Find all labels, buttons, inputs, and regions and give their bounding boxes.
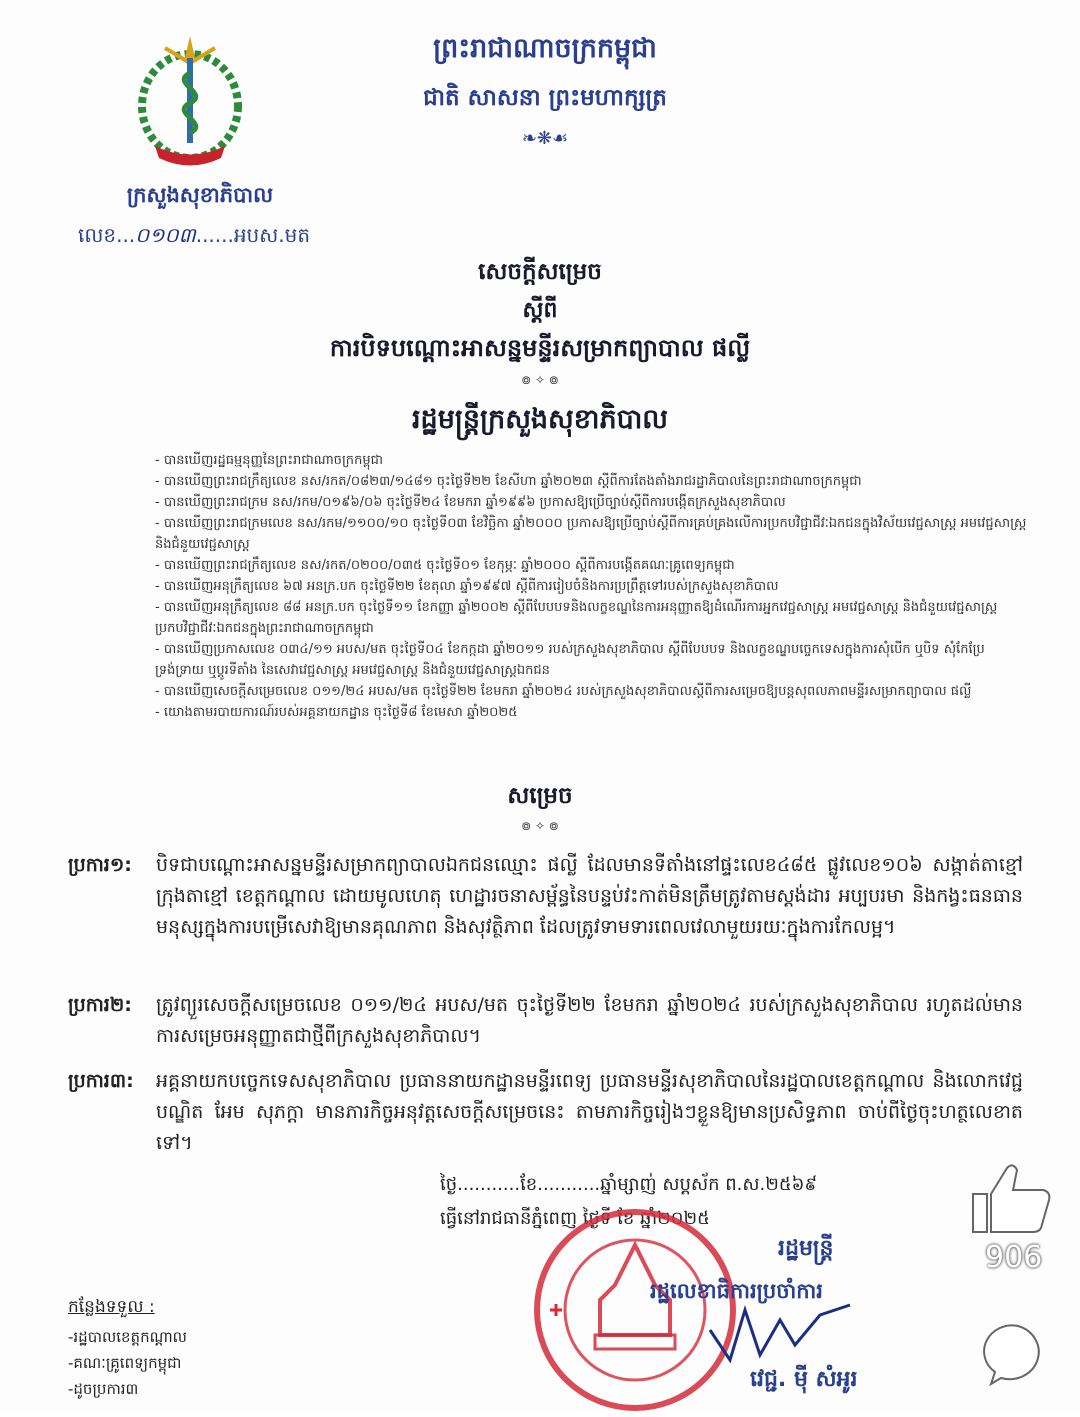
title-ornament: ៙ ✧ ៙ xyxy=(521,373,559,387)
article-text: បិទជាបណ្តោះអាសន្នមន្ទីរសម្រាកព្យាបាលឯកជនឈ្មោះ ផល្លី ដែលមានទីតាំងនៅផ្ទះលេខ៤៨៥ ផ្លូវលេខ១០៦ សង្កាត់តាខ្មៅ ក្រុងតាខ្មៅ ខេត្តកណ្តាល ដោយមូលហេតុ ហេដ្ឋារចនាសម្ព័ន្ធនៃបន្ទប់វះកាត់មិនត្រឹមត្រូវតាមស្តង់ដារ អប្បបរមា និងកង្វះធនធានមនុស្សក្នុងការបម្រើសេវាឱ្យមានគុណភាព និងសុវត្ថិភាព ដែលត្រូវទាមទារពេលវេលាមួយរយៈក្នុងការកែលម្អ។ xyxy=(156,854,1023,938)
whereas-item: - បានឃើញរដ្ឋធម្មនុញ្ញនៃព្រះរាជាណាចក្រកម្ពុជា xyxy=(155,453,383,468)
decision-subject: ការបិទបណ្តោះអាសន្នមន្ទីរសម្រាកព្យាបាល ផល្លី xyxy=(329,333,751,362)
secretary-label: រដ្ឋលេខាធិការប្រចាំការ xyxy=(650,1279,823,1303)
ministry-emblem-icon xyxy=(125,28,255,178)
minister-label: រដ្ឋមន្ត្រី xyxy=(778,1236,834,1261)
recipient-item: -ដូចប្រការ៣ xyxy=(68,1380,139,1398)
comment-icon[interactable] xyxy=(983,1320,1053,1390)
whereas-item: - បានឃើញព្រះរាជក្រមលេខ នស/រកម/១១០០/១០ ចុះថ្ងៃទី០៣ ខែវិច្ឆិកា ឆ្នាំ២០០០ ប្រកាសឱ្យប្រើច្បាប់ស្តីពីការគ្រប់គ្រងលើការប្រកបវិជ្ជាជីវៈឯកជនក្នុងវិស័យវេជ្ជសាស្ត្រ អមវេជ្ជសាស្ត្រ និងជំនួយវេជ្ជសាស្ត្រ xyxy=(155,516,1027,552)
reference-number: លេខ...០១០៣......អបស.មត xyxy=(78,223,311,247)
like-count: 906 xyxy=(985,1240,1043,1275)
whereas-item: - យោងតាមរបាយការណ៍របស់អគ្គនាយកដ្ឋាន ចុះថ្ងៃទី៨ ខែមេសា ឆ្នាំ២០២៥ xyxy=(155,705,518,720)
recipients-list xyxy=(68,1324,187,1402)
whereas-item: - បានឃើញព្រះរាជក្រម នស/រកម/០១៩៦/០៦ ចុះថ្ងៃទី២៤ ខែមករា ឆ្នាំ១៩៩៦ ប្រកាសឱ្យប្រើច្បាប់ស្តីពីការបង្កើតក្រសួងសុខាភិបាល xyxy=(155,495,786,510)
article-3 xyxy=(68,1066,1023,1159)
recipient-item: -គណៈគ្រូពេទ្យកម្ពុជា xyxy=(68,1354,182,1372)
whereas-item: - បានឃើញសេចក្តីសម្រេចលេខ ០១១/២៤ អបស/មត ចុះថ្ងៃទី២២ ខែមករា ឆ្នាំ២០២៤ របស់ក្រសួងសុខាភិបាលស្តីពីការសម្រេចឱ្យបន្តសុពលភាពមន្ទីរសម្រាកព្យាបាល ផល្លី xyxy=(155,684,972,699)
place-date-line: ធ្វើនៅរាជធានីភ្នំពេញ ថ្ងៃទី ខែ ឆ្នាំ២០២៥ xyxy=(440,1208,710,1229)
article-label: ប្រការ២: xyxy=(68,994,132,1016)
article-label: ប្រការ១: xyxy=(68,854,132,876)
article-label: ប្រការ៣: xyxy=(68,1070,134,1092)
article-1 xyxy=(68,850,1023,943)
national-motto: ជាតិ សាសនា ព្រះមហាក្សត្រ xyxy=(423,84,667,111)
whereas-item: - បានឃើញអនុក្រឹត្យលេខ ៨៨ អនក្រ.បក ចុះថ្ងៃទី១១ ខែកញ្ញា ឆ្នាំ២០០២ ស្តីពីបែបបទនិងលក្ខខណ្ឌនៃការអនុញ្ញាតឱ្យដំណើរការអ្នកវេជ្ជសាស្ត្រ អមវេជ្ជសាស្ត្រ និងជំនួយវេជ្ជសាស្ត្រ ប្រកបវិជ្ជាជីវៈឯកជនក្នុងព្រះរាជាណាចក្រកម្ពុជា xyxy=(155,600,998,636)
recipients-title: កន្លែងទទួល : xyxy=(68,1297,155,1317)
recipient-item: -រដ្ឋបាលខេត្តកណ្តាល xyxy=(68,1328,187,1346)
article-text: ត្រូវព្យួរសេចក្តីសម្រេចលេខ ០១១/២៤ អបស/មត ចុះថ្ងៃទី២២ ខែមករា ឆ្នាំ២០២៤ របស់ក្រសួងសុខាភិបាល រហូតដល់មានការសម្រេចអនុញ្ញាតជាថ្មីពីក្រសួងសុខាភិបាល។ xyxy=(156,994,1023,1047)
whereas-item: - បានឃើញអនុក្រឹត្យលេខ ៦៧ អនក្រ.បក ចុះថ្ងៃទី២២ ខែតុលា ឆ្នាំ១៩៩៧ ស្តីពីការរៀបចំនិងការប្រព្រឹត្តទៅរបស់ក្រសួងសុខាភិបាល xyxy=(155,579,779,594)
whereas-item: - បានឃើញព្រះរាជក្រឹត្យលេខ នស/រកត/០៨២៣/១៤៨១ ចុះថ្ងៃទី២២ ខែសីហា ឆ្នាំ២០២៣ ស្តីពីការតែងតាំងរាជរដ្ឋាភិបាលនៃព្រះរាជាណាចក្រកម្ពុជា xyxy=(155,474,862,489)
decides-ornament: ៙ ✧ ៙ xyxy=(521,819,559,833)
header-ornament: ❧❋☙ xyxy=(521,128,569,149)
decision-title: សេចក្តីសម្រេច xyxy=(478,258,602,285)
article-text: អគ្គនាយកបច្ចេកទេសសុខាភិបាល ប្រធាននាយកដ្ឋានមន្ទីរពេទ្យ ប្រធានមន្ទីរសុខាភិបាលនៃរដ្ឋបាលខេត្តកណ្តាល និងលោកវេជ្ជបណ្ឌិត អែម សុភក្តា មានភារកិច្ចអនុវត្តសេចក្តីសម្រេចនេះ តាមភារកិច្ចរៀងៗខ្លួនឱ្យមានប្រសិទ្ធភាព ចាប់ពីថ្ងៃចុះហត្ថលេខាតទៅ។ xyxy=(156,1070,1023,1154)
authority-title: រដ្ឋមន្ត្រីក្រសួងសុខាភិបាល xyxy=(411,404,669,435)
thumbs-up-icon[interactable] xyxy=(965,1158,1055,1238)
kingdom-title: ព្រះរាជាណាចក្រកម្ពុជា xyxy=(433,33,657,64)
whereas-item: - បានឃើញប្រកាសលេខ ០៣៤/១១ អបស/មត ចុះថ្ងៃទី០៤ ខែកក្កដា ឆ្នាំ២០១១ របស់ក្រសួងសុខាភិបាល ស្តីពីបែបបទ និងលក្ខខណ្ឌបច្ចេកទេសក្នុងការសុំបើក ឬបិទ សុំកែប្រែទ្រង់ទ្រាយ ឬប្តូរទីតាំង នៃសេវាវេជ្ជសាស្ត្រ អមវេជ្ជសាស្ត្រ និងជំនួយវេជ្ជសាស្ត្រឯកជន xyxy=(155,642,985,678)
decides-heading: សម្រេច xyxy=(507,782,573,809)
on-label: ស្តីពី xyxy=(522,297,558,323)
lunar-date-line: ថ្ងៃ...........ខែ...........ឆ្នាំម្សាញ់ សប្តស័ក ព.ស.២៥៦៩ xyxy=(440,1174,818,1195)
ministry-name: ក្រសួងសុខាភិបាល xyxy=(126,182,274,207)
whereas-item: - បានឃើញព្រះរាជក្រឹត្យលេខ នស/រកត/០២០០/០៣៥ ចុះថ្ងៃទី០១ ខែកុម្ភៈ ឆ្នាំ២០០០ ស្តីពីការបង្កើតគណៈគ្រូពេទ្យកម្ពុជា xyxy=(155,558,735,573)
article-2 xyxy=(68,990,1023,1052)
signer-name: វេជ្ជ. ម៉ី សំអូរ xyxy=(750,1367,858,1392)
whereas-list xyxy=(155,450,1030,723)
